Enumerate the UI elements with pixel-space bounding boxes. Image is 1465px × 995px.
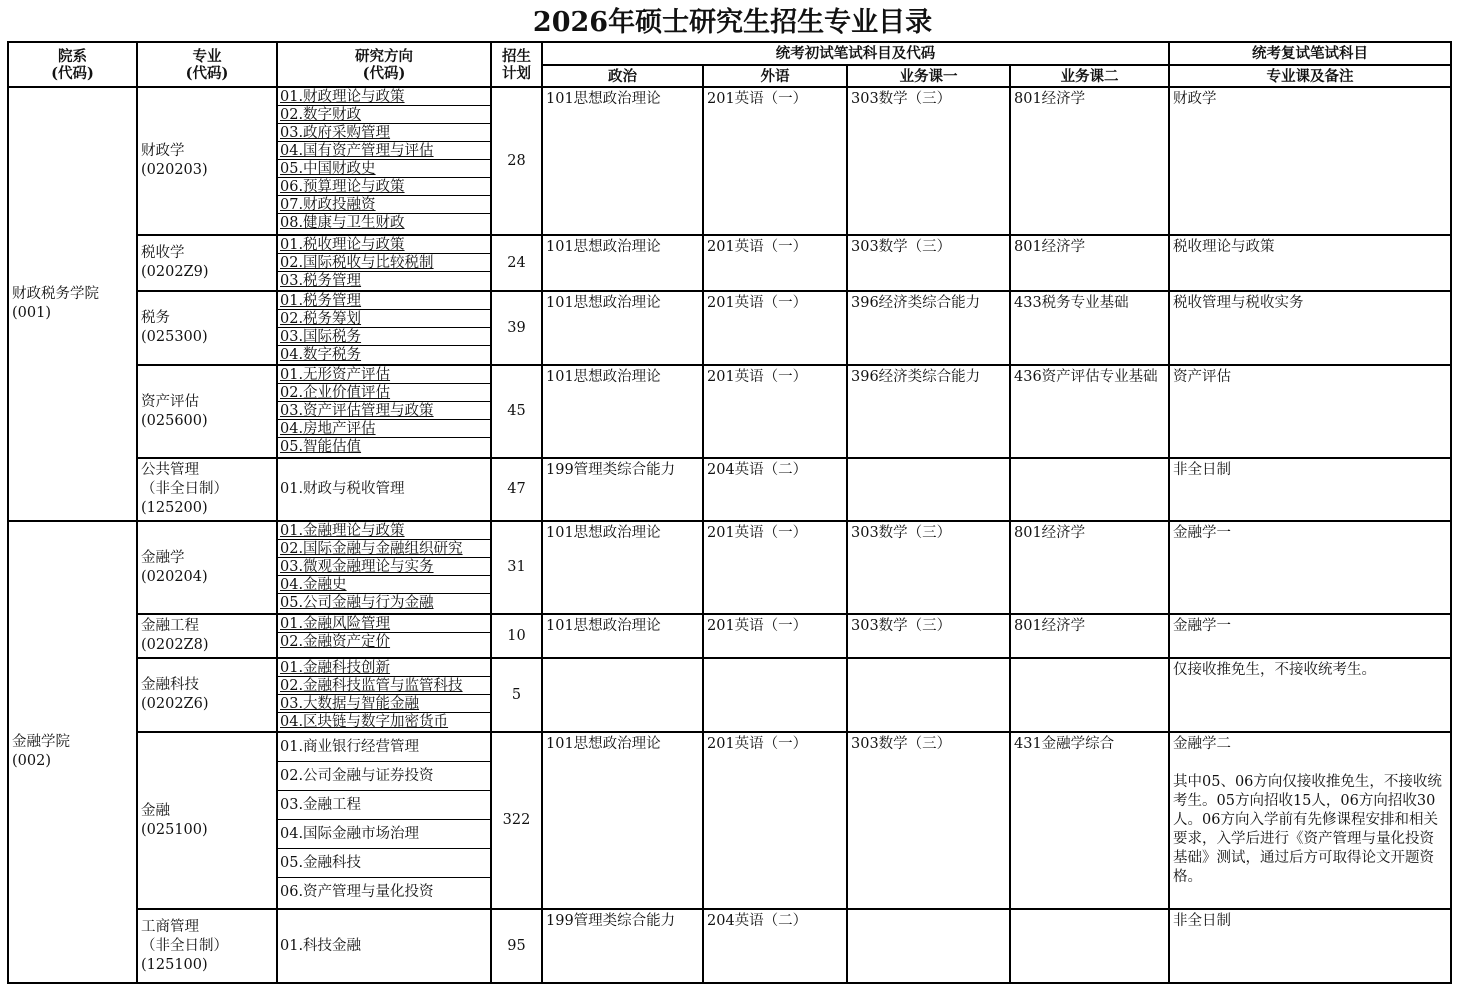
- politics-cell: 199管理类综合能力: [542, 909, 703, 983]
- header-direction: 研究方向 (代码): [277, 42, 491, 87]
- foreign-cell: 201英语（一）: [703, 235, 847, 291]
- foreign-cell: 204英语（二）: [703, 458, 847, 521]
- major-cell: 金融学 (020204): [137, 521, 277, 614]
- politics-cell: 101思想政治理论: [542, 365, 703, 458]
- course2-cell: 801经济学: [1010, 87, 1169, 235]
- foreign-cell: 201英语（一）: [703, 365, 847, 458]
- direction-item: 01.金融风险管理: [278, 615, 490, 633]
- direction-item: 05.中国财政史: [278, 160, 490, 178]
- course2-cell: 431金融学综合: [1010, 732, 1169, 909]
- direction-item: 02.企业价值评估: [278, 384, 490, 402]
- direction-item: 08.健康与卫生财政: [280, 215, 405, 231]
- major-cell: 财政学 (020203): [137, 87, 277, 235]
- direction-item: 03.资产评估管理与政策: [278, 402, 490, 420]
- direction-item: 05.公司金融与行为金融: [280, 595, 434, 611]
- direction-item: 02.国际税收与比较税制: [278, 254, 490, 272]
- retest-cell: 税收理论与政策: [1169, 235, 1451, 291]
- major-cell: 税收学 (0202Z9): [137, 235, 277, 291]
- course1-cell: 303数学（三）: [847, 614, 1010, 658]
- major-cell: 金融科技 (0202Z6): [137, 658, 277, 732]
- foreign-cell: 201英语（一）: [703, 87, 847, 235]
- direction-item: 04.区块链与数字加密货币: [280, 714, 449, 730]
- dept-cell: 金融学院 (002): [8, 521, 137, 983]
- plan-cell: 28: [491, 87, 542, 235]
- plan-cell: 45: [491, 365, 542, 458]
- direction-item: 06.资产管理与量化投资: [280, 884, 434, 900]
- dept-cell: 财政税务学院 (001): [8, 87, 137, 521]
- course2-cell: 801经济学: [1010, 235, 1169, 291]
- major-cell: 税务 (025300): [137, 291, 277, 365]
- retest-cell: 金融学一: [1169, 614, 1451, 658]
- table-row: [8, 909, 1451, 983]
- retest-cell: 非全日制: [1169, 458, 1451, 521]
- course1-cell: 303数学（三）: [847, 235, 1010, 291]
- direction-item: 04.国际金融市场治理: [278, 820, 490, 849]
- direction-item: 01.金融理论与政策: [278, 522, 490, 540]
- politics-cell: 101思想政治理论: [542, 521, 703, 614]
- direction-item: 03.大数据与智能金融: [278, 695, 490, 713]
- foreign-cell: 201英语（一）: [703, 732, 847, 909]
- retest-cell: 财政学: [1169, 87, 1451, 235]
- foreign-cell: 201英语（一）: [703, 614, 847, 658]
- politics-cell: [542, 658, 703, 732]
- course1-cell: 396经济类综合能力: [847, 291, 1010, 365]
- header-foreign: 外语: [703, 65, 847, 87]
- direction-item: 03.微观金融理论与实务: [278, 558, 490, 576]
- header-retest-sub: 专业课及备注: [1169, 65, 1451, 87]
- foreign-cell: 204英语（二）: [703, 909, 847, 983]
- course2-cell: 436资产评估专业基础: [1010, 365, 1169, 458]
- catalog-body: [8, 87, 1451, 983]
- direction-item: 06.预算理论与政策: [278, 178, 490, 196]
- table-row: [8, 291, 1451, 365]
- plan-cell: 39: [491, 291, 542, 365]
- table-row: [8, 87, 1451, 235]
- direction-item: 02.国际金融与金融组织研究: [278, 540, 490, 558]
- course1-cell: [847, 658, 1010, 732]
- header-initial-group: 统考初试笔试科目及代码: [542, 42, 1169, 65]
- direction-item: 05.金融科技: [278, 849, 490, 878]
- direction-item: 03.国际税务: [278, 328, 490, 346]
- politics-cell: 101思想政治理论: [542, 614, 703, 658]
- course2-cell: [1010, 658, 1169, 732]
- direction-item: 04.国有资产管理与评估: [278, 142, 490, 160]
- politics-cell: 101思想政治理论: [542, 732, 703, 909]
- course1-cell: 303数学（三）: [847, 521, 1010, 614]
- plan-cell: 95: [491, 909, 542, 983]
- politics-cell: 101思想政治理论: [542, 235, 703, 291]
- plan-cell: 31: [491, 521, 542, 614]
- major-cell: 公共管理 （非全日制） (125200): [137, 458, 277, 521]
- direction-item: 05.智能估值: [280, 439, 362, 455]
- header-politics: 政治: [542, 65, 703, 87]
- directions-cell: [277, 87, 491, 235]
- major-cell: 资产评估 (025600): [137, 365, 277, 458]
- direction-item: 01.科技金融: [280, 937, 362, 954]
- table-row: [8, 658, 1451, 732]
- direction-item: 02.税务筹划: [278, 310, 490, 328]
- direction-item: 01.财政与税收管理: [280, 481, 405, 497]
- politics-cell: 101思想政治理论: [542, 291, 703, 365]
- table-row: [8, 521, 1451, 614]
- header-course2: 业务课二: [1010, 65, 1169, 87]
- course2-cell: 433税务专业基础: [1010, 291, 1169, 365]
- direction-item: 01.税收理论与政策: [278, 236, 490, 254]
- retest-cell: 非全日制: [1169, 909, 1451, 983]
- table-row: [8, 365, 1451, 458]
- direction-item: 04.金融史: [278, 576, 490, 594]
- major-cell: 工商管理 （非全日制） (125100): [137, 909, 277, 983]
- plan-cell: 322: [491, 732, 542, 909]
- directions-cell: [277, 909, 491, 983]
- direction-item: 02.数字财政: [278, 106, 490, 124]
- header-retest-group: 统考复试笔试科目: [1169, 42, 1451, 65]
- directions-cell: [277, 235, 491, 291]
- course1-cell: [847, 909, 1010, 983]
- directions-cell: [277, 732, 491, 909]
- directions-cell: [277, 614, 491, 658]
- direction-item: 07.财政投融资: [278, 196, 490, 214]
- directions-cell: [277, 291, 491, 365]
- direction-item: 04.房地产评估: [278, 420, 490, 438]
- politics-cell: 101思想政治理论: [542, 87, 703, 235]
- plan-cell: 47: [491, 458, 542, 521]
- directions-cell: [277, 458, 491, 521]
- header-plan: 招生 计划: [491, 42, 542, 87]
- table-row: [8, 458, 1451, 521]
- course1-cell: 396经济类综合能力: [847, 365, 1010, 458]
- plan-cell: 24: [491, 235, 542, 291]
- retest-cell: 金融学二 其中05、06方向仅接收推免生，不接收统考生。05方向招收15人，06方向招收30人。06方向入学前有先修课程安排和相关要求，入学后进行《资产管理与量化投资基础》测试，通过后方可取得论文开题资格。: [1169, 732, 1451, 909]
- retest-cell: 金融学一: [1169, 521, 1451, 614]
- header-course1: 业务课一: [847, 65, 1010, 87]
- header-dept: 院系 (代码): [8, 42, 137, 87]
- direction-item: 02.金融科技监管与监管科技: [278, 677, 490, 695]
- table-row: [8, 614, 1451, 658]
- direction-item: 01.税务管理: [278, 292, 490, 310]
- directions-cell: [277, 365, 491, 458]
- direction-item: 04.数字税务: [280, 347, 362, 363]
- foreign-cell: 201英语（一）: [703, 291, 847, 365]
- course1-cell: 303数学（三）: [847, 87, 1010, 235]
- direction-item: 01.金融科技创新: [278, 659, 490, 677]
- retest-cell: 仅接收推免生，不接收统考生。: [1169, 658, 1451, 732]
- course2-cell: 801经济学: [1010, 521, 1169, 614]
- plan-cell: 5: [491, 658, 542, 732]
- direction-item: 02.金融资产定价: [280, 634, 391, 650]
- direction-item: 01.财政理论与政策: [278, 88, 490, 106]
- direction-item: 01.商业银行经营管理: [278, 733, 490, 762]
- directions-cell: [277, 521, 491, 614]
- header-major: 专业 (代码): [137, 42, 277, 87]
- major-cell: 金融工程 (0202Z8): [137, 614, 277, 658]
- retest-cell: 资产评估: [1169, 365, 1451, 458]
- direction-item: 02.公司金融与证券投资: [278, 762, 490, 791]
- politics-cell: 199管理类综合能力: [542, 458, 703, 521]
- course2-cell: 801经济学: [1010, 614, 1169, 658]
- foreign-cell: 201英语（一）: [703, 521, 847, 614]
- major-cell: 金融 (025100): [137, 732, 277, 909]
- table-row: [8, 732, 1451, 909]
- table-row: [8, 235, 1451, 291]
- foreign-cell: [703, 658, 847, 732]
- course2-cell: [1010, 458, 1169, 521]
- direction-item: 01.无形资产评估: [278, 366, 490, 384]
- course1-cell: 303数学（三）: [847, 732, 1010, 909]
- course1-cell: [847, 458, 1010, 521]
- directions-cell: [277, 658, 491, 732]
- page-title: 2026年硕士研究生招生专业目录: [532, 7, 933, 38]
- plan-cell: 10: [491, 614, 542, 658]
- direction-item: 03.金融工程: [278, 791, 490, 820]
- retest-cell: 税收管理与税收实务: [1169, 291, 1451, 365]
- catalog-table: [7, 41, 1452, 984]
- direction-item: 03.政府采购管理: [278, 124, 490, 142]
- direction-item: 03.税务管理: [280, 273, 362, 289]
- course2-cell: [1010, 909, 1169, 983]
